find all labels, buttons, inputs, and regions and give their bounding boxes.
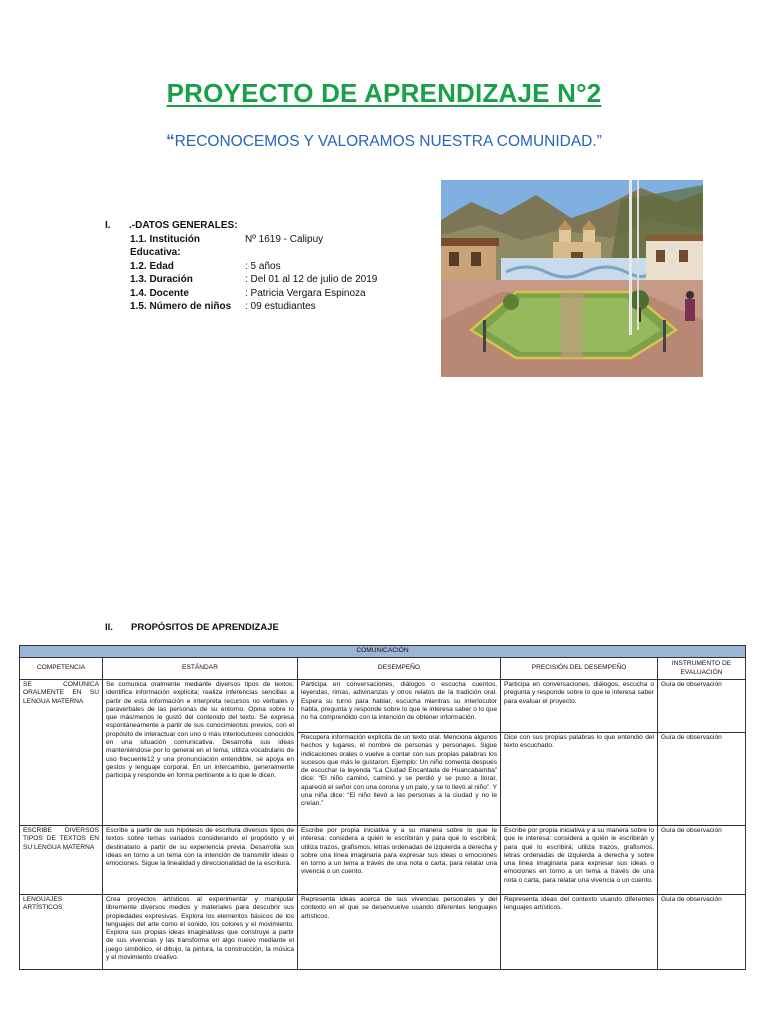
- data-value: : Del 01 al 12 de julio de 2019: [245, 274, 378, 285]
- precision-cell: Representa ideas del contexto usando diferentes lenguajes artísticos.: [501, 895, 658, 970]
- plaza-illustration: [441, 180, 703, 377]
- precision-cell: Dice con sus propias palabras lo que entendió del texto escuchado.: [501, 733, 658, 826]
- instrument-cell: Guía de observación: [658, 895, 746, 970]
- data-value: : Patricia Vergara Espinoza: [245, 287, 366, 299]
- general-data-heading: [105, 219, 377, 233]
- project-title: PROYECTO DE APRENDIZAJE N°2: [166, 78, 602, 108]
- column-header: ESTÁNDAR: [103, 658, 298, 680]
- table-row: [20, 895, 746, 970]
- data-label: 1.2. Edad: [130, 260, 174, 272]
- instrument-cell: Guía de observación: [658, 826, 746, 895]
- area-band: COMUNICACIÓN: [20, 646, 746, 658]
- standard-cell: Escribe a partir de sus hipótesis de escritura diversos tipos de textos sobre temas variados considerando el propósito y el destinatario a partir de su experiencia previa. Desarrolla sus ideas en torno a un tema con la intención de transmitir ideas o emociones. Sigue la linealidad y direccionalidad de la escritura.: [103, 826, 298, 895]
- data-label: 1.1. Institución Educativa:: [130, 233, 201, 258]
- community-plaza-photo: [441, 180, 703, 377]
- performance-cell: Escribe por propia iniciativa y a su manera sobre lo que le interesa: considera a quién le escribirán y para qué lo escribirá; utiliza trazos, grafismos, letras ordenadas de izquierda a derecha y sobre una línea imaginaria para expresar sus ideas o emociones en torno a un tema a través de una nota o carta, para relatar una vivencia o un cuento.: [298, 826, 501, 895]
- standard-cell: Crea proyectos artísticos al experimentar y manipular libremente diversos medios y materiales para descubrir sus propiedades expresivas. Explora los elementos básicos de los lenguajes del arte como el sonido, los colores y el movimiento. Explora sus propias ideas imaginativas que construye a partir de sus vivencias y las transforma en algo nuevo mediante el juego simbólico, el dibujo, la pintura, la construcción, la música y el movimiento creativo.: [103, 895, 298, 970]
- table-band-row: [20, 646, 746, 658]
- section-heading: PROPÓSITOS DE APRENDIZAJE: [131, 622, 279, 633]
- competency-cell: LENGUAJES ARTÍSTICOS: [20, 895, 103, 970]
- data-row: [130, 300, 377, 314]
- data-value: : 5 años: [245, 260, 281, 272]
- competency-cell: ESCRIBE DIVERSOS TIPOS DE TEXTOS EN SU LENGUA MATERNA: [20, 826, 103, 895]
- data-row: [130, 273, 377, 287]
- performance-cell: Recupera información explícita de un texto oral. Menciona algunos hechos y lugares, el nombre de personas y personajes. Sigue indicaciones orales o vuelve a contar con sus propias palabras los sucesos que más le gustaron. Ejemplo: Un niño comenta después de escuchar la leyenda “La Ciudad Encantada de Huancabamba” dice: “El niño caminó, caminó y se perdió y se puso a llorar, apareció el señor con una corona y un palo, y se lo llevó al niño”. Y una niña dice: “El niño llevó a las personas a la ciudad y no le creían.”: [298, 733, 501, 826]
- section-heading: .-DATOS GENERALES:: [129, 220, 238, 231]
- project-subtitle: [0, 131, 768, 151]
- precision-cell: Participa en conversaciones, diálogos, escucha o pregunta y responde sobre lo que le interesa saber para evaluar el proyecto.: [501, 680, 658, 733]
- data-row: [130, 233, 377, 260]
- performance-cell: Participa en conversaciones, diálogos o escucha cuentos, leyendas, rimas, adivinanzas y otros relatos de la tradición oral. Espera su turno para hablar, escucha mientras su interlocutor habla, pregunta y responde sobre lo que le interesa saber o lo que no ha comprendido con la intención de obtener información.: [298, 680, 501, 733]
- section-2-heading: [105, 622, 279, 633]
- instrument-cell: Guía de observación: [658, 733, 746, 826]
- data-value: : 09 estudiantes: [245, 301, 316, 312]
- section-number: I.: [105, 220, 111, 231]
- table-row: [20, 826, 746, 895]
- column-header: INSTRUMENTO DE EVALUACIÓN: [658, 658, 746, 680]
- data-value: Nº 1619 - Calipuy: [245, 233, 324, 245]
- opening-quote: “: [166, 131, 175, 150]
- precision-cell: Escribe por propia iniciativa y a su manera sobre lo que le interesa: considera a quién le escribirán y para qué lo escribirá; utiliza trazos, grafismos, letras ordenadas de izquierda a derecha y sobre una línea imaginaria para expresar sus ideas o emociones en torno a un tema a través de una nota o carta, para relatar una vivencia o un cuento.: [501, 826, 658, 895]
- performance-cell: Representa ideas acerca de sus vivencias personales y del contexto en el que se desenvuelve usando diferentes lenguajes artísticos.: [298, 895, 501, 970]
- competency-cell: SE COMUNICA ORALMENTE EN SU LENGUA MATERNA: [20, 680, 103, 826]
- data-row: [130, 287, 377, 301]
- column-header: PRECISIÓN DEL DESEMPEÑO: [501, 658, 658, 680]
- column-header: DESEMPEÑO: [298, 658, 501, 680]
- data-row: [130, 260, 377, 274]
- section-number: II.: [105, 622, 113, 633]
- data-label: 1.4. Docente: [130, 287, 189, 299]
- data-label: 1.5. Número de niños: [130, 301, 232, 312]
- subtitle-text: RECONOCEMOS Y VALORAMOS NUESTRA COMUNIDAD.”: [174, 133, 602, 150]
- standard-cell: Se comunica oralmente mediante diversos tipos de textos; identifica información explícita; realiza inferencias sencillas a partir de esta información e interpreta recursos no verbales y paraverbales de las personas de su entorno. Opina sobre lo que más/menos le gustó del contenido del texto. Se expresa espontáneamente a partir de sus conocimientos previos, con el propósito de interactuar con uno o más interlocutores conocidos en una situación comunicativa. Desarrolla sus ideas manteniéndose por lo general en el tema; utiliza vocabulario de uso frecuente12 y una pronunciación entendible, se apoya en gestos y lenguaje corporal. En un intercambio, generalmente participa y responde en forma pertinente a lo que le dicen.: [103, 680, 298, 826]
- instrument-cell: Guía de observación: [658, 680, 746, 733]
- column-header: COMPETENCIA: [20, 658, 103, 680]
- data-label: 1.3. Duración: [130, 274, 193, 285]
- table-header-row: [20, 658, 746, 680]
- general-data: [105, 219, 377, 314]
- learning-purposes-table: [19, 645, 746, 970]
- table-row: [20, 680, 746, 733]
